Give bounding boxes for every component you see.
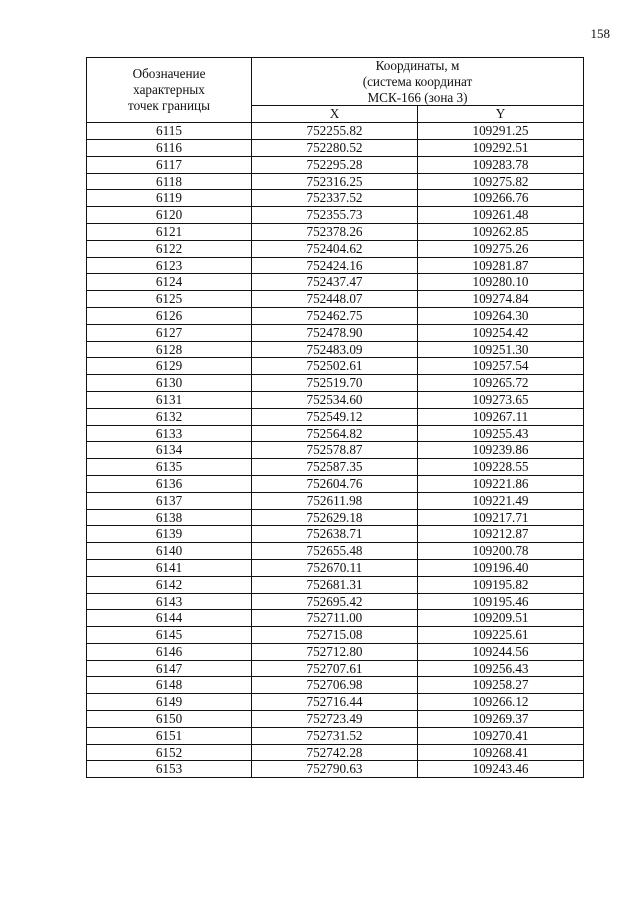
y-coordinate-cell: 109273.65 xyxy=(418,391,584,408)
y-coordinate-cell: 109266.76 xyxy=(418,190,584,207)
table-row xyxy=(87,492,584,509)
y-coordinate-cell: 109275.26 xyxy=(418,240,584,257)
table-row xyxy=(87,711,584,728)
x-coordinate-cell: 752706.98 xyxy=(252,677,418,694)
y-coordinate-cell: 109267.11 xyxy=(418,408,584,425)
y-coordinate-cell: 109270.41 xyxy=(418,727,584,744)
header-label-line: характерных xyxy=(133,82,205,98)
table-row xyxy=(87,358,584,375)
table-row xyxy=(87,694,584,711)
y-coordinate-cell: 109283.78 xyxy=(418,156,584,173)
x-coordinate-cell: 752255.82 xyxy=(252,123,418,140)
y-coordinate-cell: 109196.40 xyxy=(418,559,584,576)
point-id-cell: 6132 xyxy=(87,408,252,425)
point-id-cell: 6130 xyxy=(87,375,252,392)
point-id-cell: 6150 xyxy=(87,711,252,728)
header-y: Y xyxy=(418,106,584,123)
y-coordinate-cell: 109217.71 xyxy=(418,509,584,526)
y-coordinate-cell: 109212.87 xyxy=(418,526,584,543)
x-coordinate-cell: 752681.31 xyxy=(252,576,418,593)
table-row xyxy=(87,324,584,341)
y-coordinate-cell: 109195.46 xyxy=(418,593,584,610)
x-coordinate-cell: 752707.61 xyxy=(252,660,418,677)
x-coordinate-cell: 752723.49 xyxy=(252,711,418,728)
table-header-row xyxy=(87,58,584,106)
x-coordinate-cell: 752629.18 xyxy=(252,509,418,526)
table-row xyxy=(87,660,584,677)
x-coordinate-cell: 752404.62 xyxy=(252,240,418,257)
table-row xyxy=(87,375,584,392)
header-label-line: точек границы xyxy=(128,97,210,113)
table-row xyxy=(87,559,584,576)
point-id-cell: 6149 xyxy=(87,694,252,711)
x-coordinate-cell: 752337.52 xyxy=(252,190,418,207)
y-coordinate-cell: 109291.25 xyxy=(418,123,584,140)
y-coordinate-cell: 109261.48 xyxy=(418,207,584,224)
point-id-cell: 6146 xyxy=(87,643,252,660)
x-coordinate-cell: 752655.48 xyxy=(252,543,418,560)
table-row xyxy=(87,425,584,442)
y-coordinate-cell: 109251.30 xyxy=(418,341,584,358)
table-row xyxy=(87,156,584,173)
table-row xyxy=(87,442,584,459)
x-coordinate-cell: 752478.90 xyxy=(252,324,418,341)
x-coordinate-cell: 752564.82 xyxy=(252,425,418,442)
y-coordinate-cell: 109255.43 xyxy=(418,425,584,442)
header-label-line: Обозначение xyxy=(132,66,206,82)
table-row xyxy=(87,291,584,308)
point-id-cell: 6140 xyxy=(87,543,252,560)
y-coordinate-cell: 109228.55 xyxy=(418,459,584,476)
x-coordinate-cell: 752534.60 xyxy=(252,391,418,408)
header-coordinates xyxy=(252,58,584,106)
y-coordinate-cell: 109200.78 xyxy=(418,543,584,560)
x-coordinate-cell: 752280.52 xyxy=(252,139,418,156)
point-id-cell: 6126 xyxy=(87,307,252,324)
x-coordinate-cell: 752638.71 xyxy=(252,526,418,543)
x-coordinate-cell: 752355.73 xyxy=(252,207,418,224)
table-row xyxy=(87,459,584,476)
y-coordinate-cell: 109262.85 xyxy=(418,223,584,240)
x-coordinate-cell: 752731.52 xyxy=(252,727,418,744)
table-row xyxy=(87,207,584,224)
y-coordinate-cell: 109221.49 xyxy=(418,492,584,509)
x-coordinate-cell: 752483.09 xyxy=(252,341,418,358)
x-coordinate-cell: 752611.98 xyxy=(252,492,418,509)
table-row xyxy=(87,727,584,744)
y-coordinate-cell: 109195.82 xyxy=(418,576,584,593)
table-row xyxy=(87,526,584,543)
point-id-cell: 6139 xyxy=(87,526,252,543)
point-id-cell: 6121 xyxy=(87,223,252,240)
point-id-cell: 6120 xyxy=(87,207,252,224)
y-coordinate-cell: 109254.42 xyxy=(418,324,584,341)
y-coordinate-cell: 109292.51 xyxy=(418,139,584,156)
x-coordinate-cell: 752712.80 xyxy=(252,643,418,660)
x-coordinate-cell: 752742.28 xyxy=(252,744,418,761)
point-id-cell: 6141 xyxy=(87,559,252,576)
point-id-cell: 6119 xyxy=(87,190,252,207)
y-coordinate-cell: 109275.82 xyxy=(418,173,584,190)
y-coordinate-cell: 109281.87 xyxy=(418,257,584,274)
table-row xyxy=(87,223,584,240)
x-coordinate-cell: 752711.00 xyxy=(252,610,418,627)
point-id-cell: 6142 xyxy=(87,576,252,593)
table-body xyxy=(87,123,584,778)
table-row xyxy=(87,543,584,560)
point-id-cell: 6152 xyxy=(87,744,252,761)
y-coordinate-cell: 109239.86 xyxy=(418,442,584,459)
y-coordinate-cell: 109274.84 xyxy=(418,291,584,308)
y-coordinate-cell: 109243.46 xyxy=(418,761,584,778)
point-id-cell: 6153 xyxy=(87,761,252,778)
x-coordinate-cell: 752519.70 xyxy=(252,375,418,392)
page-number: 158 xyxy=(590,26,610,41)
x-coordinate-cell: 752462.75 xyxy=(252,307,418,324)
table-row xyxy=(87,677,584,694)
y-coordinate-cell: 109256.43 xyxy=(418,660,584,677)
table-row xyxy=(87,408,584,425)
table-row xyxy=(87,761,584,778)
point-id-cell: 6122 xyxy=(87,240,252,257)
x-coordinate-cell: 752295.28 xyxy=(252,156,418,173)
point-id-cell: 6138 xyxy=(87,509,252,526)
y-coordinate-cell: 109280.10 xyxy=(418,274,584,291)
point-id-cell: 6124 xyxy=(87,274,252,291)
y-coordinate-cell: 109257.54 xyxy=(418,358,584,375)
table-row xyxy=(87,240,584,257)
x-coordinate-cell: 752604.76 xyxy=(252,475,418,492)
y-coordinate-cell: 109264.30 xyxy=(418,307,584,324)
point-id-cell: 6136 xyxy=(87,475,252,492)
header-coords-line: Координаты, м xyxy=(375,58,460,73)
point-id-cell: 6131 xyxy=(87,391,252,408)
point-id-cell: 6125 xyxy=(87,291,252,308)
x-coordinate-cell: 752715.08 xyxy=(252,627,418,644)
table-row xyxy=(87,627,584,644)
x-coordinate-cell: 752502.61 xyxy=(252,358,418,375)
x-coordinate-cell: 752448.07 xyxy=(252,291,418,308)
table-row xyxy=(87,593,584,610)
point-id-cell: 6148 xyxy=(87,677,252,694)
x-coordinate-cell: 752716.44 xyxy=(252,694,418,711)
y-coordinate-cell: 109269.37 xyxy=(418,711,584,728)
point-id-cell: 6133 xyxy=(87,425,252,442)
table-row xyxy=(87,307,584,324)
point-id-cell: 6129 xyxy=(87,358,252,375)
point-id-cell: 6116 xyxy=(87,139,252,156)
y-coordinate-cell: 109265.72 xyxy=(418,375,584,392)
table-row xyxy=(87,173,584,190)
x-coordinate-cell: 752378.26 xyxy=(252,223,418,240)
point-id-cell: 6134 xyxy=(87,442,252,459)
header-coords-line: МСК-166 (зона 3) xyxy=(367,89,468,105)
x-coordinate-cell: 752578.87 xyxy=(252,442,418,459)
table-row xyxy=(87,610,584,627)
table-row xyxy=(87,576,584,593)
table-row xyxy=(87,139,584,156)
x-coordinate-cell: 752790.63 xyxy=(252,761,418,778)
x-coordinate-cell: 752670.11 xyxy=(252,559,418,576)
table-row xyxy=(87,744,584,761)
point-id-cell: 6128 xyxy=(87,341,252,358)
table-row xyxy=(87,190,584,207)
x-coordinate-cell: 752437.47 xyxy=(252,274,418,291)
y-coordinate-cell: 109221.86 xyxy=(418,475,584,492)
table-row xyxy=(87,643,584,660)
header-coords-line: (система координат xyxy=(362,73,473,89)
y-coordinate-cell: 109258.27 xyxy=(418,677,584,694)
point-id-cell: 6118 xyxy=(87,173,252,190)
y-coordinate-cell: 109209.51 xyxy=(418,610,584,627)
y-coordinate-cell: 109225.61 xyxy=(418,627,584,644)
point-id-cell: 6127 xyxy=(87,324,252,341)
x-coordinate-cell: 752424.16 xyxy=(252,257,418,274)
y-coordinate-cell: 109266.12 xyxy=(418,694,584,711)
point-id-cell: 6143 xyxy=(87,593,252,610)
table-row xyxy=(87,391,584,408)
table-row xyxy=(87,341,584,358)
y-coordinate-cell: 109244.56 xyxy=(418,643,584,660)
table-row xyxy=(87,475,584,492)
x-coordinate-cell: 752695.42 xyxy=(252,593,418,610)
point-id-cell: 6147 xyxy=(87,660,252,677)
point-id-cell: 6135 xyxy=(87,459,252,476)
y-coordinate-cell: 109268.41 xyxy=(418,744,584,761)
table-row xyxy=(87,257,584,274)
x-coordinate-cell: 752549.12 xyxy=(252,408,418,425)
table-row xyxy=(87,509,584,526)
x-coordinate-cell: 752316.25 xyxy=(252,173,418,190)
point-id-cell: 6123 xyxy=(87,257,252,274)
point-id-cell: 6137 xyxy=(87,492,252,509)
table-row xyxy=(87,274,584,291)
coordinates-table xyxy=(86,57,584,778)
point-id-cell: 6115 xyxy=(87,123,252,140)
header-point-designation xyxy=(87,58,252,123)
point-id-cell: 6117 xyxy=(87,156,252,173)
point-id-cell: 6145 xyxy=(87,627,252,644)
table-row xyxy=(87,123,584,140)
point-id-cell: 6151 xyxy=(87,727,252,744)
header-x: X xyxy=(252,106,418,123)
point-id-cell: 6144 xyxy=(87,610,252,627)
x-coordinate-cell: 752587.35 xyxy=(252,459,418,476)
